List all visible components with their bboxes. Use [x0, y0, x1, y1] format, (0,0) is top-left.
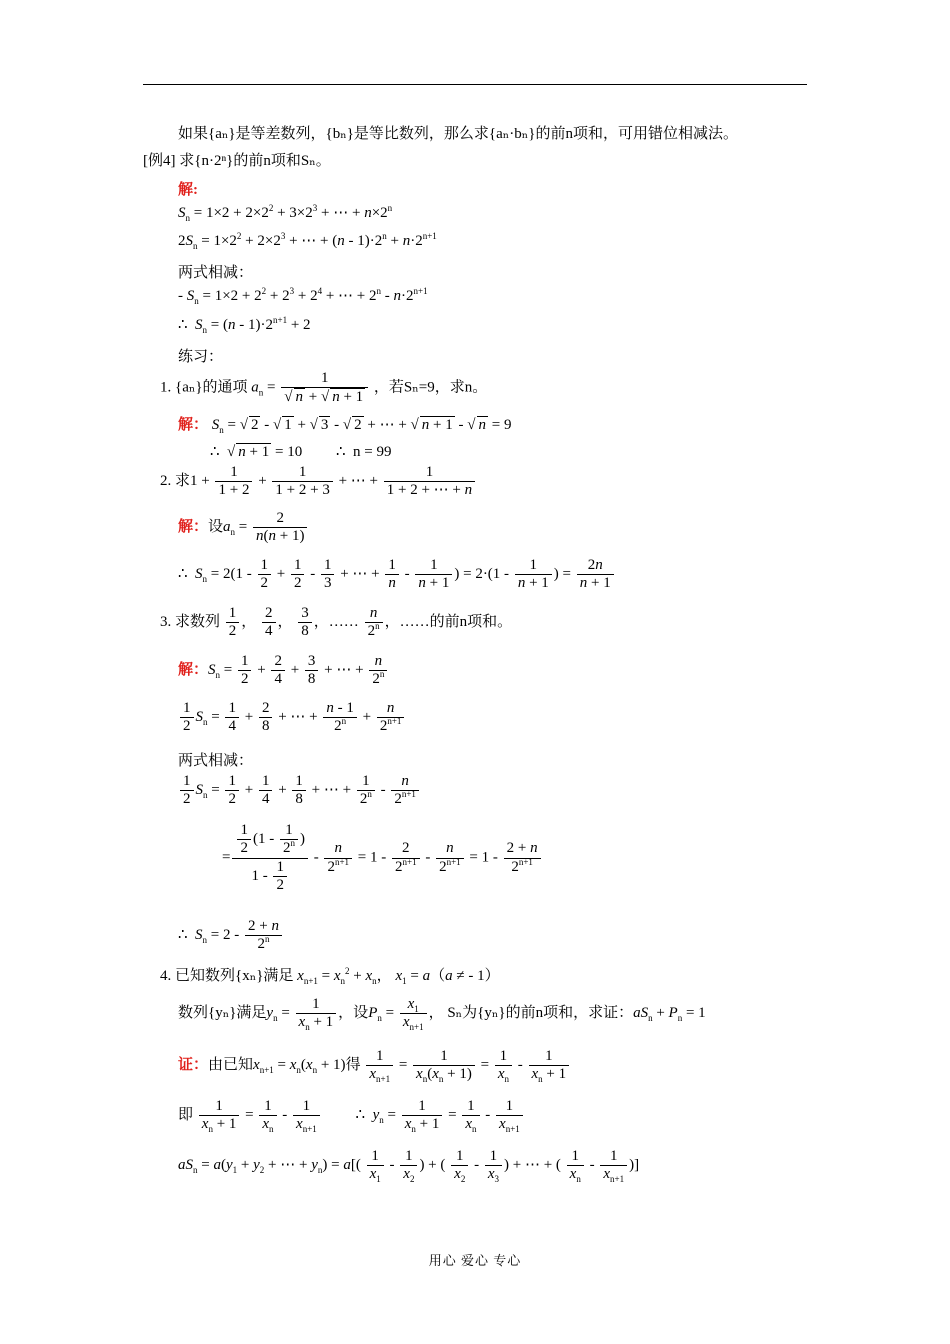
problem-3: 3. 求数列 $\frac{1}{2}$ ， $\frac{2}{4}$ ， $\frac{3}{8}$ ，…… $\frac{n}{2^n}$ ，……的前n项和。	[160, 605, 513, 640]
therefore-symbol: ∴	[178, 566, 188, 583]
problem-text: 已知数列{xₙ}满足	[175, 968, 294, 984]
practice-title: 练习：	[178, 349, 224, 365]
page-footer: 用心 爱心 专心	[428, 1253, 522, 1268]
problem-text: {aₙ}的通项	[175, 379, 248, 396]
problem-text: Sₙ为{yₙ}的前n项和，求证：	[447, 1005, 634, 1022]
fraction: $\frac{1}{√ n + √ n + 1}$	[281, 370, 368, 407]
p4-asn: $aS_n = a(y_1 + y_2$ + ⋯ + $y_n) = a$[( $\frac{1}{x_1}$ - $\frac{1}{x_2}$ ) + ( $\frac{1}{x_2}$ - $\frac{1}{x_3}$ ) + ⋯ + ( $\frac{1}{x_n}$ - $\frac{1}{x_{n+1}}$ )]	[178, 1148, 640, 1185]
solution-label: 解：	[178, 662, 209, 679]
problem-text: 求数列	[175, 614, 221, 631]
example-heading	[143, 153, 331, 170]
problem-suffix: ，若Sₙ=9，求n。	[373, 379, 488, 396]
example-label: [例4]	[143, 153, 176, 169]
p1-result-a: = 10	[275, 444, 303, 460]
p4-ie: 即 $\frac{1}{x_n + 1}$ = $\frac{1}{x_n}$ - $\frac{1}{x_{n+1}}$ ∴ $y_n$ = $\frac{1}{x_n + 1}$ = $\frac{1}{x_n}$ - $\frac{1}{x_{n+1}}$	[178, 1098, 525, 1134]
p2-solution: 解：设$a_n$ = $\frac{2}{n(n + 1)}$	[178, 510, 309, 546]
proof-label: 证：	[178, 1057, 209, 1074]
p3-eq2: $\frac{1}{2}$ $S_n$ = $\frac{1}{4}$ + $\frac{2}{8}$ + ⋯ + $\frac{n - 1}{2^n}$ + $\frac{n}{2^{n+1}}$	[178, 700, 406, 736]
p1-result: ∴ √ n + 1 = 10 ∴ n = 99	[210, 444, 392, 460]
eq-result: ∴ $S_n = (n - 1)\cdot 2^{n+1} + 2$	[178, 315, 311, 335]
example-text: 求{n·2ⁿ}的前n项和Sₙ。	[179, 153, 331, 169]
problem-number: 2.	[160, 473, 172, 490]
problem-4: 4. 已知数列{xₙ}满足 $x_{n+1} = x_n^2 + x_n$， $x_1 = a(a$ ≠ - 1）	[160, 966, 500, 986]
p3-eq1: 解：$S_n$ = $\frac{1}{2}$ + $\frac{2}{4}$ + $\frac{3}{8}$ + ⋯ + $\frac{n}{2^n}$	[178, 653, 389, 689]
derive-text: 由已知	[208, 1057, 254, 1074]
p3-result: ∴ $S_n = 2$ - $\frac{2 + n}{2^n}$	[178, 918, 284, 954]
problem-1: 1. {aₙ}的通项 $a_n$ = $\frac{1}{√ n + √ n + 1}$ ，若Sₙ=9，求n。	[160, 370, 488, 406]
get-text: 得	[345, 1057, 361, 1074]
solution-label: 解:	[178, 182, 198, 198]
eq-2sn: $2S_n = 1\times 2^2 + 2\times 2^3$ + ⋯ + $(n - 1)\cdot 2^n + n\cdot 2^{n+1}$	[178, 231, 437, 251]
solution-label: 解：	[178, 417, 209, 433]
eq-sn: $S_n = 1\times 2 + 2\times 2^2 + 3\times 2^3$ + ⋯ + $n\times 2^n$	[178, 203, 393, 223]
solution-label: 解：	[178, 519, 209, 536]
problem-2: 2. 求1 + $\frac{1}{1 + 2}$ + $\frac{1}{1 + 2 + 3}$ + ⋯ + $\frac{1}{1 + 2 + \cdots + n}$	[160, 464, 477, 500]
therefore-symbol: ∴	[178, 317, 188, 333]
p2-result: ∴ $S_n = 2(1$ - $\frac{1}{2}$ + $\frac{1}{2}$ - $\frac{1}{3}$ + ⋯ + $\frac{1}{n}$ - $\frac{1}{n + 1}$ ) = 2·(1 - $\frac{1}{n + 1}$ ) = $\frac{2n}{n + 1}$	[178, 557, 616, 593]
eq-neg-sn: - $S_n = 1\times 2 + 2^2 + 2^3 + 2^4$ + ⋯ + $2^n - n\cdot 2^{n+1}$	[178, 286, 428, 306]
p4-proof: 证：由已知$x_{n+1} = x_n(x_n + 1)$得 $\frac{1}{x_{n+1}}$ = $\frac{1}{x_n(x_n + 1)}$ = $\frac{1}{x_n}$ - $\frac{1}{x_n + 1}$	[178, 1048, 571, 1084]
therefore-symbol: ∴	[210, 444, 220, 460]
header-rule	[143, 84, 807, 85]
problem-text: 数列{yₙ}满足	[178, 1005, 267, 1022]
therefore-symbol: ∴	[335, 444, 346, 460]
problem-suffix: ……的前n项和。	[399, 614, 513, 631]
p1-result-b: n = 99	[353, 444, 392, 460]
therefore-symbol: ∴	[355, 1107, 366, 1124]
p4-line2: 数列{yₙ}满足$y_n$ = $\frac{1}{x_n + 1}$ ，设$P_n$ = $\frac{x_1}{x_{n+1}}$ ， Sₙ为{yₙ}的前n项和，求证：$aS_n + P_n = 1$	[178, 996, 706, 1033]
p1-solution: 解： $S_n$ = √ 2 - √ 1 + √ 3 - √ 2 + ⋯ + √ n + 1 - √ n = 9	[178, 417, 512, 435]
problem-number: 3.	[160, 614, 172, 631]
intro-text: 如果{aₙ}是等差数列，{bₙ}是等比数列，那么求{aₙ·bₙ}的前n项和，可用错位相减法。	[178, 126, 738, 142]
therefore-symbol: ∴	[178, 927, 188, 944]
subtract-label-2: 两式相减：	[178, 753, 254, 769]
problem-number: 4.	[160, 968, 172, 984]
subtract-label-1: 两式相减：	[178, 265, 254, 281]
p3-eq4: = $\frac{1}{2}$ (1 - $\frac{1}{2^n}$ ) 1 - $\frac{1}{2}$ - $\frac{n}{2^{n+1}}$ = 1 - $\frac{2}{2^{n+1}}$ - $\frac{n}{2^{n+1}}$ = 1 - $\frac{2 + n}{2^{n+1}}$	[222, 822, 543, 894]
set-text: ，设	[338, 1005, 369, 1022]
p3-eq3: $\frac{1}{2}$ $S_n$ = $\frac{1}{2}$ + $\frac{1}{4}$ + $\frac{1}{8}$ + ⋯ + $\frac{1}{2^n}$ - $\frac{n}{2^{n+1}}$	[178, 773, 421, 809]
ie-text: 即	[178, 1107, 194, 1124]
problem-text: 求	[175, 473, 191, 490]
problem-number: 1.	[160, 379, 172, 396]
set-text: 设	[208, 519, 224, 536]
